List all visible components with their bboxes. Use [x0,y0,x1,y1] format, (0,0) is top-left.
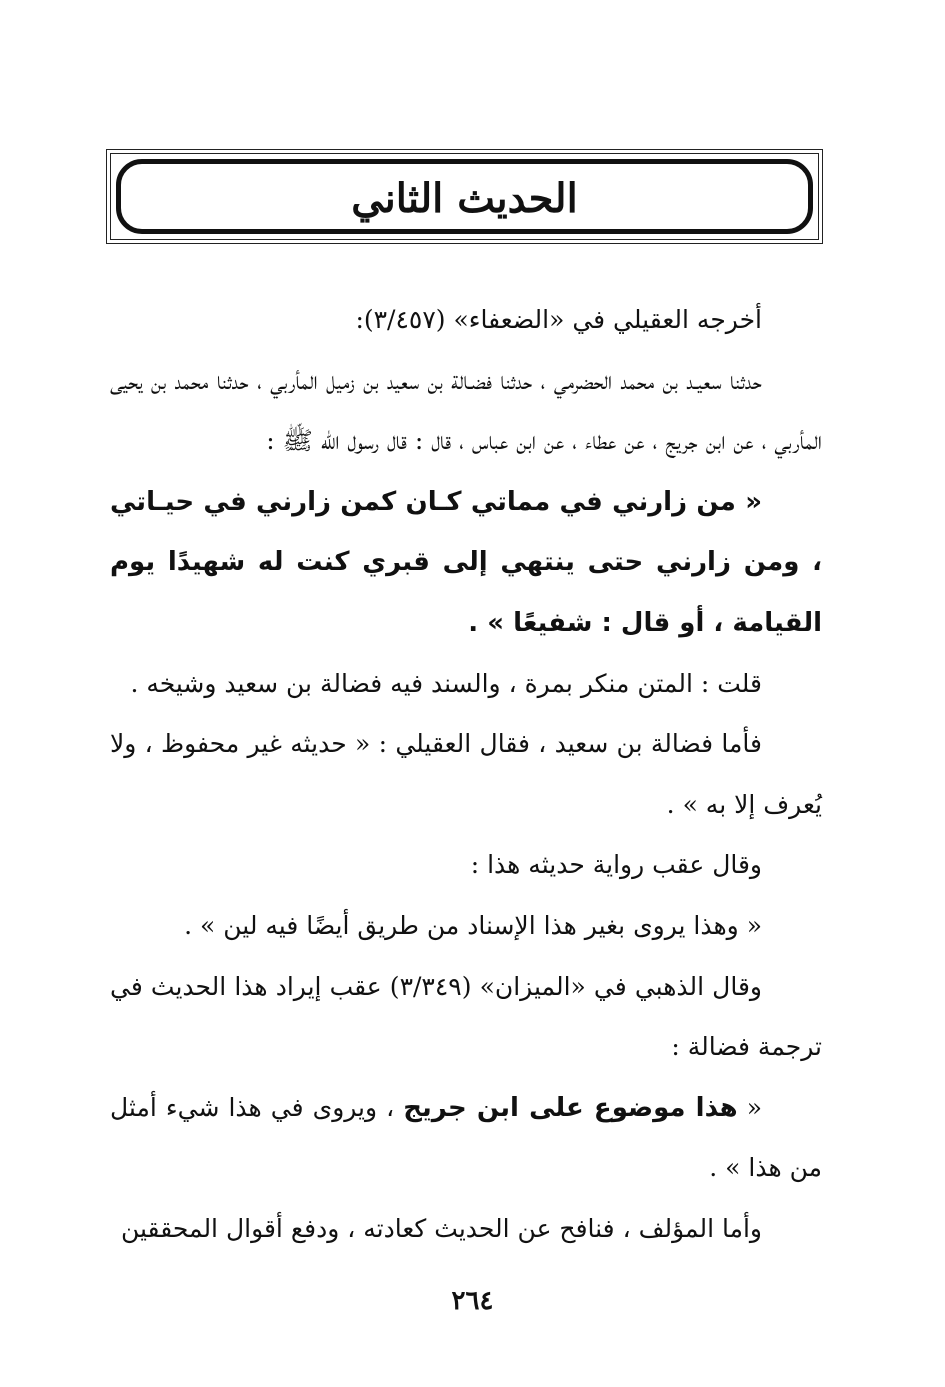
paragraph-dhahabi-quote [110,1078,822,1199]
paragraph-uqayli-quote: فأما فضالة بن سعيد ، فقال العقيلي : « حديثه غير محفوظ ، ولا يُعرف إلا به » . [110,729,822,819]
title-frame [116,159,813,234]
paragraph-uqayli-after: وقال عقب رواية حديثه هذا : [470,850,762,880]
chapter-title: الحديث الثاني [351,174,578,222]
paragraph-author: وأما المؤلف ، فنافح عن الحديث كعادته ، ودفع أقوال المحققين [120,1213,762,1243]
paragraph-dhahabi: وقال الذهبي في «الميزان» (٣/٣٤٩) عقب إيراد هذا الحديث في ترجمة فضالة : [110,971,822,1062]
page-number: ٢٦٤ [451,1286,494,1316]
body-text [110,290,822,1260]
paragraph-source: أخرجه العقيلي في «الضعفاء» (٣/٤٥٧): [355,305,762,334]
paragraph-hadith-text: « من زارني في مماتي كـان كمن زارني في حيـاتي ، ومن زارني حتى ينتهي إلى قبري كنت له شهيدًا يوم القيامة ، أو قال : شفيعًا » . [110,486,822,638]
dhahabi-verdict: هذا موضوع على ابن جريج [403,1092,738,1123]
paragraph-uqayli-quote-2: « وهذا يروى بغير هذا الإسناد من طريق أيضًا فيه لين » . [184,910,762,940]
paragraph-isnad: حدثنا سعيـد بن محمد الحضرمي ، حدثنا فضـالة بن سعيد بن زميل المأربي ، حدثنا محمد بن يحيى المأربي ، عن ابن جريج ، عن عطاء ، عن ابن عباس ، قال : قال رسول الله ﷺ : [110,365,822,456]
dhahabi-rest: ، ويروى في هذا شيء أمثل من هذا » . [110,1092,822,1183]
paragraph-comment: قلت : المتن منكر بمرة ، والسند فيه فضالة بن سعيد وشيخه . [130,668,762,698]
quote-open: « [737,1092,762,1122]
